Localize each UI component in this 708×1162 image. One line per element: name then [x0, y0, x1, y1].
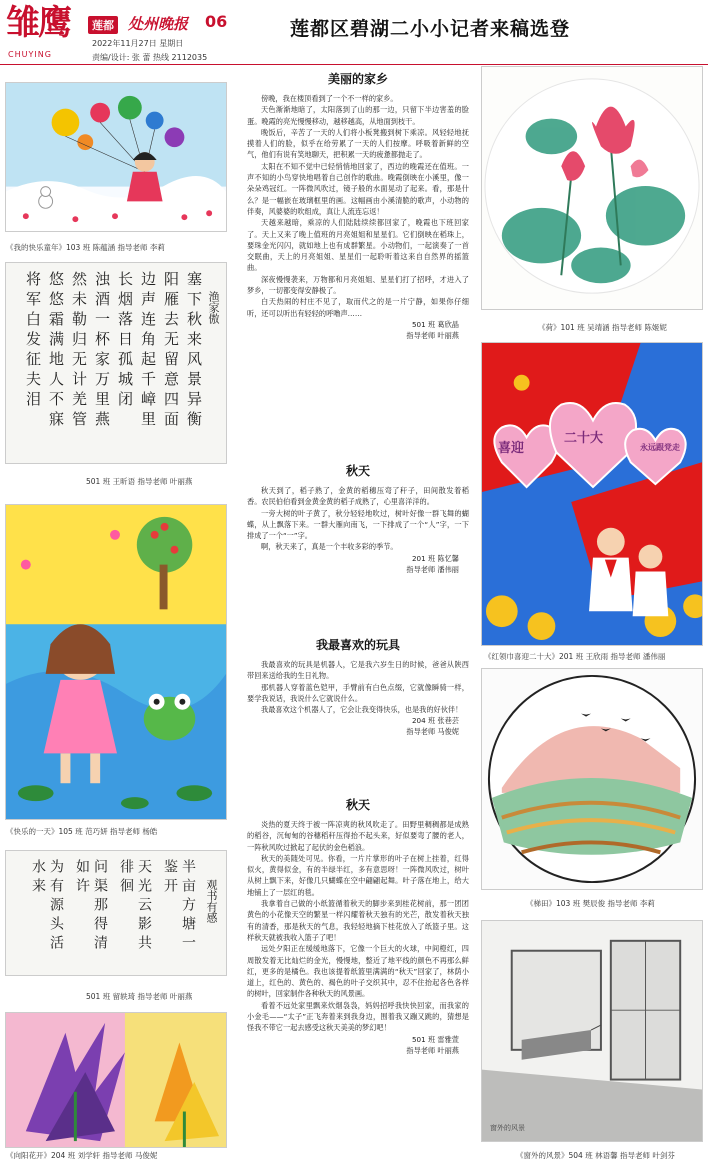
artwork-happy-childhood: [5, 82, 227, 232]
artwork-window-view: [481, 920, 703, 1142]
calligraphy-column: 边声连角起千嶂里: [139, 271, 157, 431]
essay-byline-teacher: 指导老师 潘伟丽: [406, 564, 459, 574]
caption-calligraphy-2: 501 班 留轶琦 指导老师 叶丽燕: [86, 992, 193, 1001]
essay-paragraph: 我最喜欢这个机器人了，它会让我变得快乐，也是我的好伙伴！: [261, 705, 463, 715]
masthead-logo: 雏鹰: [6, 3, 70, 43]
calligraphy-column: 长烟落日孤城闭: [116, 271, 134, 411]
essay-paragraph: 深夜慢慢袭来，万物都和月亮姐姐、星星们打了招呼，才进入了梦乡，一切都变得安静极了。: [247, 274, 469, 296]
calligraphy-column: 阳雁去无留意四面: [162, 271, 180, 431]
poster-heart-1: 喜迎: [498, 441, 525, 456]
essay-paragraph: 白天热闹的村庄不见了，取而代之的是一片宁静，如果你仔细听，还可以听出有轻轻的呼噜声……: [247, 297, 469, 318]
essay-byline-class: 501 班 葛欣晶: [411, 319, 459, 329]
essay-paragraph: 太阳在不知不觉中已轻悄悄地回家了，西边的晚霞还在值班。一声不知的小鸟穿快地唱着自己创作的歌曲。晚霞倒映在小溪里，像一朵朵鸡冠红。一阵微风吹过，镜子般的水面晃动了起来。看，那是什么？是一幅嵌在玻璃框里的画。这幅画由小溪清脆的歌声，小动物的伴奏，风婆婆的吹组成，真让人流连忘返！: [247, 161, 469, 216]
issue-date: 2022年11月27日 星期日: [92, 39, 184, 48]
essay-paragraph: 我拿着自己做的小纸篮循着秋天的脚步来到桂花树前，那一团团黄色的小花像天空的繁星一样闪耀着秋天独有的光芒，散发着秋天独有的清香，那是秋天的气息，我轻轻地摘下桂花放入了纸篮子里。这样秋天就被我收入篮子了吧！: [247, 899, 469, 942]
calligraphy-column: 为有源头活水来: [30, 859, 64, 954]
essay-4: [247, 796, 469, 1056]
page-headline: 莲都区碧湖二小小记者来稿选登: [290, 18, 571, 40]
caption-happy-day: 《快乐的一天》105 班 范巧妍 指导老师 杨皓: [6, 827, 158, 836]
masthead-pinyin: CHUYING: [8, 50, 52, 59]
artwork-red-scarf: [481, 342, 703, 646]
caption-calligraphy-1: 501 班 王昕语 指导老师 叶丽燕: [86, 477, 193, 486]
calligraphy-fisherman: [5, 262, 227, 464]
essay-byline-teacher: 指导老师 马俊妮: [406, 727, 459, 737]
essay-title: 我最喜欢的玩具: [315, 638, 400, 652]
essay-byline-teacher: 指导老师 叶丽燕: [406, 1045, 459, 1055]
artwork-sunflower: [5, 1012, 227, 1148]
poster-heart-3: 永远跟党走: [640, 443, 680, 452]
essay-1: [247, 70, 469, 341]
essay-paragraph: 秋天的美随处可见。你看，一片片掌形的叶子在树上挂着，红得似火，黄得似金，有的半绿半红，多有意思呀！一阵微风吹过，树叶从树上飘下来，好像几只蝴蝶在空中翩翩起舞。叶子落在地上，给大地铺上了一层红的毯。: [247, 853, 469, 897]
essay-byline-teacher: 指导老师 叶丽燕: [406, 330, 459, 340]
calligraphy-title: 渔家傲: [207, 291, 220, 324]
essay-3: [247, 636, 469, 737]
page-number: 06: [205, 12, 228, 31]
caption-sunflower: 《向阳花开》204 班 刘学轩 指导老师 马俊妮: [6, 1151, 158, 1160]
essay-byline-class: 501 班 雷雅萱: [411, 1034, 459, 1044]
essay-body: [247, 659, 469, 715]
calligraphy-column: 浊酒一杯家万里燕: [93, 271, 111, 431]
caption-terraces: 《梯田》103 班 樊辰俊 指导老师 李莉: [526, 899, 655, 908]
calligraphy-column: 天光云影共徘徊: [118, 859, 152, 954]
calligraphy-column: 然未勒归无计羌管: [70, 271, 88, 431]
caption-window-view: 《窗外的风景》504 班 林语馨 指导老师 叶剑芬: [516, 1151, 675, 1160]
essay-paragraph: 炎热的夏天终于被一阵凉爽的秋风吹走了。田野里稠稠都是成熟的稻谷，沉甸甸的谷穗稻秆压得抬不起头来，好似要弯了腰的老人，一阵秋风吹过掀起了起伏的金色稻浪。: [247, 820, 469, 852]
window-label: 窗外的风景: [490, 1124, 525, 1132]
calligraphy-column: 将军白发征夫泪: [24, 271, 42, 411]
essay-paragraph: 啊，秋天来了，真是一个丰收多彩的季节。: [261, 542, 398, 552]
calligraphy-column: 半亩方塘一鉴开: [162, 859, 196, 954]
essay-paragraph: 秋天到了，稻子熟了，金黄的稻穗压弯了秆子，田间散发着稻香。农民伯伯看到金黄金黄的稻子成熟了，心里喜洋洋的。: [247, 486, 469, 507]
calligraphy-title: 观书有感: [205, 879, 218, 923]
essay-paragraph: 看着不远处家里飘来炊烟袅袅，妈妈招呼我快快回家，而我家的小金毛——“太子”正飞奔着来到我身边，围着我又蹦又跳的，猜想是怪我不带它一起去感受这秋天美美的梦幻吧！: [247, 1000, 469, 1033]
essay-paragraph: 晚饭后，辛苦了一天的人们将小板凳搬到树下乘凉。风轻轻地抚摸着人们的脸，似乎在给劳累了一天的人们按摩。呼吸着新鲜的空气，他们有说有笑地聊天，把积累一天的疲惫都抛走了。: [247, 127, 469, 160]
caption-lotus: 《荷》101 班 吴靖涵 指导老师 陈姬妮: [538, 323, 667, 332]
masthead-divider: [0, 64, 708, 65]
artwork-terraces: [481, 668, 703, 890]
artwork-happy-day: [5, 504, 227, 820]
calligraphy-reading: [5, 850, 227, 976]
calligraphy-column: 塞下秋来风景异衡: [185, 271, 203, 431]
caption-happy-childhood: 《我的快乐童年》103 班 陈蕴涵 指导老师 李莉: [6, 243, 165, 252]
section-badge: 莲都: [88, 16, 118, 34]
caption-red-scarf: 《红领巾喜迎二十大》201 班 王欣雨 指导老师 潘伟丽: [484, 652, 666, 661]
essay-body: [247, 93, 469, 319]
essay-title: 秋天: [345, 464, 370, 478]
essay-paragraph: 我最喜欢的玩具是机器人，它是我六岁生日的时候，爸爸从陕西带回来送给我的生日礼物。: [247, 660, 469, 681]
essay-byline-class: 201 班 陈忆馨: [411, 553, 459, 563]
paper-name: 处州晚报: [128, 15, 189, 33]
essay-body: [247, 485, 469, 553]
essay-paragraph: 天越来越暗，乘凉的人们陆陆续续都回家了，晚霞也下班回家了。天上又来了晚上值班的月亮姐姐和星星们。它们倒映在稻珠上，要珠金光闪闪，就如地上也有成群繁星。小动物们，一起演奏了一首交眠曲，天上的月亮姐姐、星星们一起聆听着这来自自然界的摇篮曲。: [247, 218, 469, 273]
editor-line: 责编/设计: 张 蕾 热线 2112035: [92, 53, 208, 62]
essay-paragraph: 天色渐渐地暗了，太阳落到了山的那一边，只留下半边害羞的脸蛋。晚霞的亮光慢慢移动，越移越高，从地面到枝干。: [247, 105, 469, 126]
essay-paragraph: 一旁大树的叶子黄了，秋分轻轻地吹过，树叶好像一群飞舞的蝴蝶，从上飘落下来。一群大雁向南飞，一下排成了一个“人”字，一下排成了一个“一”字。: [247, 508, 469, 541]
calligraphy-column: 悠悠霜满地人不寐: [47, 271, 65, 431]
essay-paragraph: 远处夕阳正在缓缓地落下，它像一个巨大的火球，中间橙红，四周散发着无比灿烂的金光，慢慢地，整近了地平线的颜色不再那么鲜红，更多的是橘色。我也该提着纸篮里满满的“秋天”回家了，林荫小道上，红色的、黄色的、褐色的叶子交织其中，忍不住抬起各色各样的树叶，回家制作各种秋天的风景画。: [247, 944, 469, 999]
poster-heart-2: 二十大: [564, 431, 604, 446]
essay-byline-class: 204 班 张巷芸: [411, 716, 459, 726]
essay-title: 美丽的家乡: [327, 72, 388, 86]
essay-body: [247, 819, 469, 1034]
essay-paragraph: 那机器人穿着蓝色铠甲，手臂前有白色点缀，它就像瞬骑一样，要学我说话，我说什么它就说什么。: [247, 682, 469, 703]
essay-2: [247, 462, 469, 575]
essay-paragraph: 傍晚，我在楼顶看到了一个不一样的家乡。: [261, 94, 398, 103]
artwork-lotus: [481, 66, 703, 310]
calligraphy-column: 问渠那得清如许: [74, 859, 108, 954]
essay-title: 秋天: [345, 798, 370, 812]
